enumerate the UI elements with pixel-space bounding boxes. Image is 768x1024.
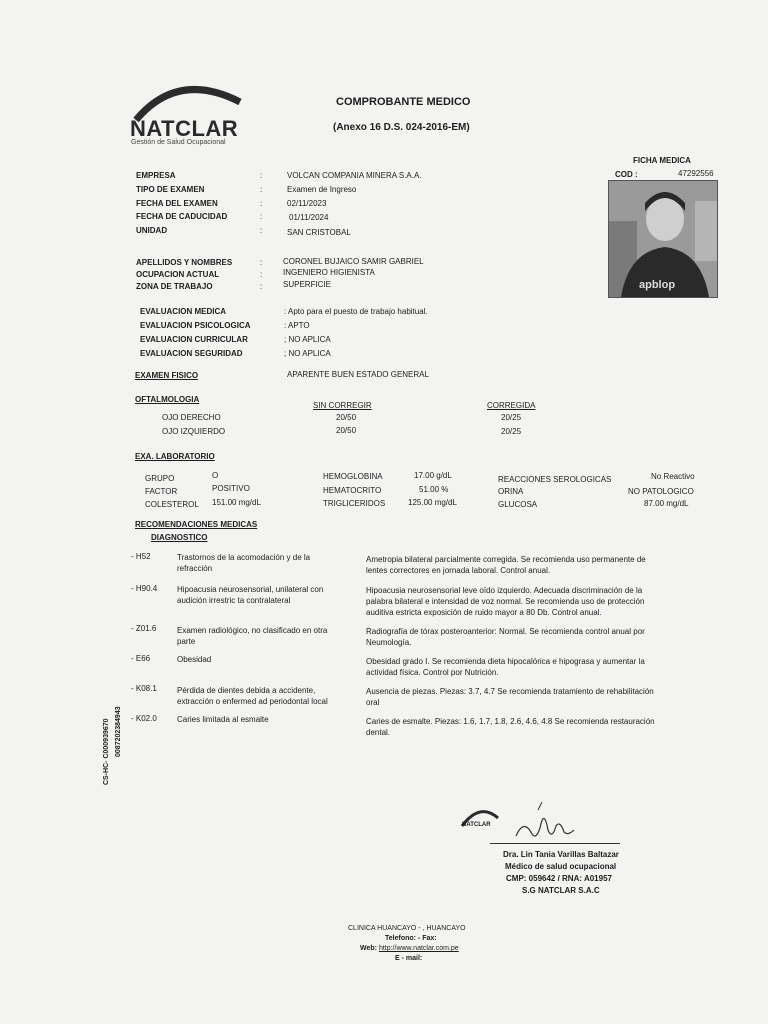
patient-photo [608, 180, 718, 298]
info-value: 01/11/2024 [289, 213, 329, 222]
doctor-role: Médico de salud ocupacional [505, 862, 617, 871]
doctor-cmp: CMP: 059642 / RNA: A01957 [506, 874, 612, 883]
eye-corregida: 20/25 [501, 427, 522, 436]
lab-label: ORINA [498, 487, 524, 496]
info-label: FECHA DE CADUCIDAD [136, 212, 228, 221]
diagnosis-code: - K08.1 [131, 684, 157, 693]
ficha-medica-label: FICHA MEDICA [633, 156, 691, 165]
lab-label: HEMOGLOBINA [323, 472, 383, 481]
doctor-company: S.G NATCLAR S.A.C [522, 886, 600, 895]
person-colon: : [260, 258, 263, 267]
oftalmologia-heading: OFTALMOLOGIA [135, 395, 200, 404]
info-value: Examen de Ingreso [287, 185, 357, 194]
eye-sin-corregir: 20/50 [336, 426, 357, 435]
diagnosis-text: Trastornos de la acomodación y de la refracción [177, 553, 311, 573]
evaluation-value: ; NO APLICA [284, 349, 331, 358]
lab-label: FACTOR [145, 487, 178, 496]
document-subtitle: (Anexo 16 D.S. 024-2016-EM) [333, 122, 470, 133]
diagnosis-text: Examen radiológico, no clasificado en otra parte [177, 626, 328, 646]
photo-shirt-text: apblop [639, 279, 676, 291]
lab-value: 125.00 mg/dL [408, 498, 457, 507]
recommendation-text: Caries de esmalte. Piezas: 1.6, 1.7, 1.8, 2.6, 4.6, 4.8 Se recomienda restauración dental. [366, 717, 655, 737]
eye-label: OJO IZQUIERDO [162, 427, 226, 436]
footer-email: E - mail: [395, 955, 423, 962]
document-title: COMPROBANTE MEDICO [336, 96, 471, 108]
info-value: SAN CRISTOBAL [287, 228, 351, 237]
corregida-header: CORREGIDA [487, 401, 536, 410]
side-code: CS-HC- C000939670 [103, 718, 110, 785]
info-value: 02/11/2023 [287, 199, 327, 208]
lab-value: 151.00 mg/dL [212, 498, 261, 507]
lab-label: TRIGLICERIDOS [323, 499, 386, 508]
info-label: FECHA DEL EXAMEN [136, 199, 218, 208]
person-colon: : [260, 282, 263, 291]
doctor-name: Dra. Lin Tania Varillas Baltazar [503, 850, 619, 859]
eye-label: OJO DERECHO [162, 413, 221, 422]
lab-value: 17.00 g/dL [414, 471, 452, 480]
info-label: UNIDAD [136, 226, 168, 235]
lab-value: No Reactivo [651, 472, 695, 481]
diagnosis-code: - K02.0 [131, 714, 157, 723]
info-colon: : [260, 185, 263, 194]
recommendation-text: Hipoacusia neurosensorial leve oído izquierdo. Adecuada discriminación de la palabra bilateral e intensidad de voz normal. Se recomienda uso de protección auditiva estricta exposición de ruido mayor a 80 Db. Control anual. [366, 586, 645, 617]
person-label: OCUPACION ACTUAL [136, 270, 220, 279]
info-colon: : [260, 199, 263, 208]
recommendation-text: Ausencia de piezas. Piezas: 3.7, 4.7 Se recomienda tratamiento de rehabilitación oral [366, 687, 654, 707]
info-label: TIPO DE EXAMEN [136, 185, 205, 194]
examen-fisico-value: APARENTE BUEN ESTADO GENERAL [287, 370, 429, 379]
examen-fisico-heading: EXAMEN FISICO [135, 371, 199, 380]
eye-corregida: 20/25 [501, 413, 522, 422]
logo-subtitle: Gestión de Salud Ocupacional [131, 139, 226, 146]
cod-label: COD : [615, 170, 638, 179]
lab-label: HEMATOCRITO [323, 486, 382, 495]
recommendation-text: Obesidad grado I. Se recomienda dieta hipocalórica e hipograsa y aumentar la actividad física. Control por Nutrición. [366, 657, 645, 677]
evaluation-label: EVALUACION CURRICULAR [140, 335, 248, 344]
recomendaciones-heading: RECOMENDACIONES MEDICAS [135, 520, 258, 529]
lab-label: COLESTEROL [145, 500, 199, 509]
evaluation-label: EVALUACION MEDICA [140, 307, 227, 316]
diagnosis-code: - Z01.6 [131, 624, 157, 633]
lab-value: O [212, 471, 219, 480]
lab-value: POSITIVO [212, 484, 250, 493]
person-value: CORONEL BUJAICO SAMIR GABRIEL [283, 257, 424, 266]
stamp-logo: NATCLAR [462, 822, 491, 828]
info-colon: : [260, 226, 263, 235]
side-code: 0087202384943 [115, 706, 122, 757]
person-label: APELLIDOS Y NOMBRES [136, 258, 233, 267]
diagnosis-code: - E66 [131, 654, 151, 663]
signature-line [490, 843, 620, 844]
diagnosis-code: - H90.4 [131, 584, 158, 593]
diagnosis-text: Obesidad [177, 655, 212, 664]
diagnosis-code: - H52 [131, 552, 151, 561]
lab-label: REACCIONES SEROLOGICAS [498, 475, 612, 484]
info-label: EMPRESA [136, 171, 176, 180]
eye-sin-corregir: 20/50 [336, 413, 357, 422]
lab-value: 87.00 mg/dL [644, 499, 689, 508]
diagnosis-text: Hipoacusia neurosensorial, unilateral con audición irrestric ta contralateral [177, 585, 324, 605]
lab-value: NO PATOLOGICO [628, 487, 694, 496]
person-value: INGENIERO HIGIENISTA [283, 268, 375, 277]
person-value: SUPERFICIE [283, 280, 332, 289]
info-colon: : [260, 171, 263, 180]
info-value: VOLCAN COMPANIA MINERA S.A.A. [287, 171, 422, 180]
footer-telefono: Telefono: - Fax: [385, 935, 437, 942]
info-colon: : [260, 212, 263, 221]
footer-web-link[interactable]: http://www.natclar.com.pe [378, 945, 459, 952]
evaluation-label: EVALUACION SEGURIDAD [140, 349, 243, 358]
sin-corregir-header: SIN CORREGIR [313, 401, 372, 410]
diagnosis-text: Pérdida de dientes debida a accidente, extracción o enfermed ad periodontal local [177, 686, 328, 706]
cod-value: 47292556 [678, 169, 714, 178]
person-colon: : [260, 270, 263, 279]
evaluation-value: : APTO [284, 321, 310, 330]
lab-label: GLUCOSA [498, 500, 538, 509]
logo-text: NATCLAR [130, 116, 239, 141]
diagnosis-text: Caries limitada al esmalte [177, 715, 269, 724]
laboratorio-heading: EXA. LABORATORIO [135, 452, 215, 461]
evaluation-value: ; NO APLICA [284, 335, 331, 344]
recommendation-text: Radiografía de tórax posteroanterior: Normal. Se recomienda control anual por Neumología. [366, 627, 645, 647]
footer-web-label: Web: [360, 945, 377, 952]
diagnostico-heading: DIAGNOSTICO [151, 533, 208, 542]
lab-label: GRUPO [145, 474, 175, 483]
recommendation-text: Ametropia bilateral parcialmente corregida. Se recomienda uso permanente de lentes correctores en jornada laboral. Control anual. [366, 555, 646, 575]
person-label: ZONA DE TRABAJO [136, 282, 213, 291]
evaluation-label: EVALUACION PSICOLOGICA [140, 321, 251, 330]
footer-clinic: CLINICA HUANCAYO - , HUANCAYO [348, 925, 466, 932]
handwritten-signature-icon [510, 800, 580, 846]
lab-value: 51.00 % [419, 485, 449, 494]
evaluation-value: : Apto para el puesto de trabajo habitual. [284, 307, 428, 316]
footer-web [360, 945, 459, 952]
